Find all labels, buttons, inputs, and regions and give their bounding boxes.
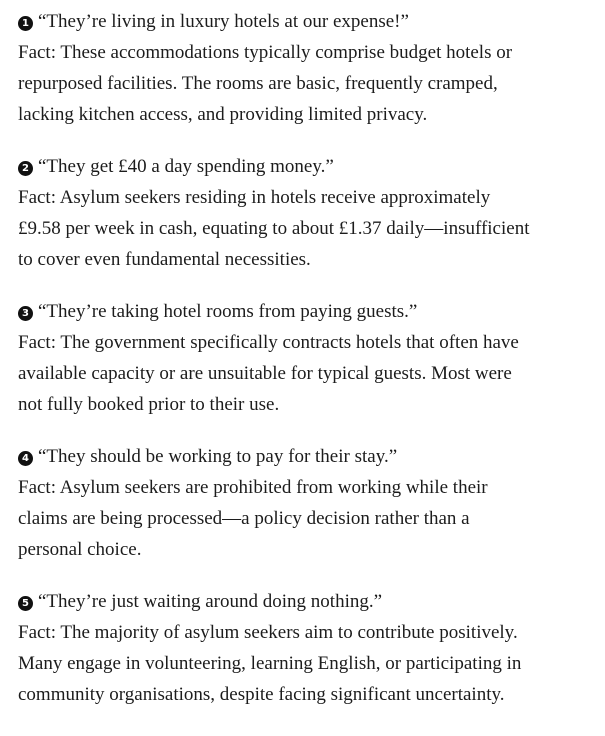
fact-text: lacking kitchen access, and providing limited privacy. — [18, 104, 428, 125]
list-item-3 — [18, 296, 595, 420]
fact-text: personal choice. — [18, 539, 142, 560]
claim-text: “They get £40 a day spending money.” — [38, 156, 334, 177]
claim-text: “They’re living in luxury hotels at our expense!” — [38, 11, 409, 32]
claim-text: “They should be working to pay for their stay.” — [38, 446, 398, 467]
fact-text: claims are being processed—a policy decision rather than a — [18, 508, 470, 529]
fact-text: repurposed facilities. The rooms are basic, frequently cramped, — [18, 73, 498, 94]
list-item-1 — [18, 6, 595, 130]
fact-text: Fact: The government specifically contracts hotels that often have — [18, 332, 519, 353]
number-1-icon: 1 — [18, 16, 33, 31]
number-5-icon: 5 — [18, 596, 33, 611]
claim-line — [18, 441, 595, 472]
fact-text: Fact: Asylum seekers residing in hotels receive approximately — [18, 187, 491, 208]
fact-text: community organisations, despite facing significant uncertainty. — [18, 684, 505, 705]
number-3-icon: 3 — [18, 306, 33, 321]
fact-text: Fact: The majority of asylum seekers aim to contribute positively. — [18, 622, 518, 643]
claim-text: “They’re taking hotel rooms from paying guests.” — [38, 301, 418, 322]
list-item-5 — [18, 586, 595, 710]
fact-text: to cover even fundamental necessities. — [18, 249, 311, 270]
fact-text: Many engage in volunteering, learning English, or participating in — [18, 653, 522, 674]
fact-text: Fact: These accommodations typically comprise budget hotels or — [18, 42, 513, 63]
fact-text: not fully booked prior to their use. — [18, 394, 280, 415]
claim-line — [18, 296, 595, 327]
number-4-icon: 4 — [18, 451, 33, 466]
fact-text: available capacity or are unsuitable for typical guests. Most were — [18, 363, 512, 384]
claim-line — [18, 151, 595, 182]
number-2-icon: 2 — [18, 161, 33, 176]
claim-line — [18, 6, 595, 37]
fact-text: Fact: Asylum seekers are prohibited from working while their — [18, 477, 488, 498]
fact-text: £9.58 per week in cash, equating to about £1.37 daily—insufficient — [18, 218, 530, 239]
claim-text: “They’re just waiting around doing nothing.” — [38, 591, 383, 612]
claim-line — [18, 586, 595, 617]
list-item-4 — [18, 441, 595, 565]
list-item-2 — [18, 151, 595, 275]
